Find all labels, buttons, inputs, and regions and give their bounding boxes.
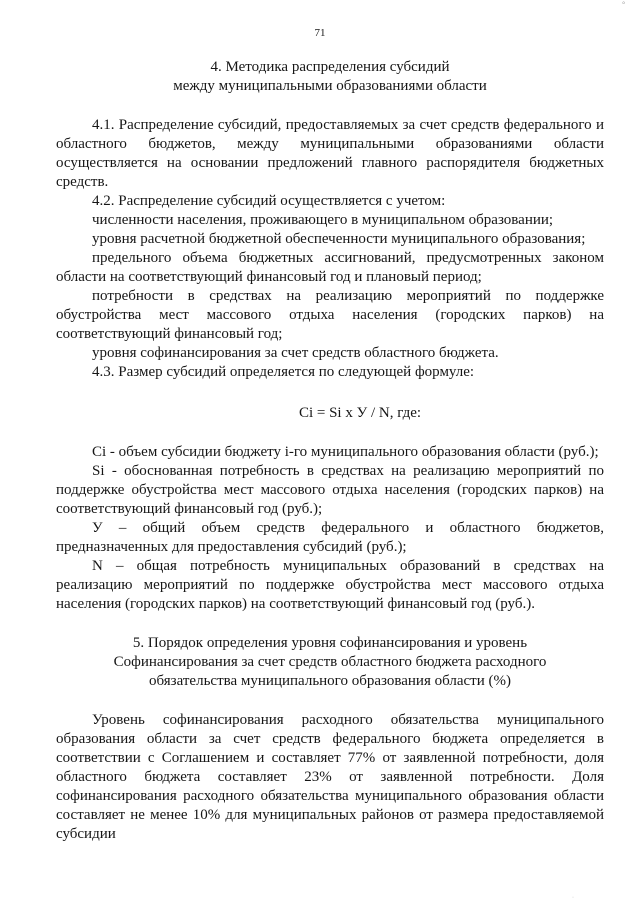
subsidy-formula: Сi = Si x У / N, где: <box>298 405 422 421</box>
paragraph-4-1: 4.1. Распределение субсидий, предоставляемых за счет средств федерального и областного бюджетов, между муниципальными образованиями области осуществляется на основании предложений главного распорядителя бюджетных средств. <box>56 117 604 190</box>
section-5-heading-line-1: 5. Порядок определения уровня софинансирования и уровень <box>132 635 528 651</box>
corner-mark: ° <box>622 0 626 9</box>
page-number: 71 <box>314 27 326 39</box>
section-5-heading-line-2: Софинансирования за счет средств областного бюджета расходного обязательства муниципального образования области (%) <box>113 654 547 689</box>
definition-u: У – общий объем средств федерального и областного бюджетов, предназначенных для предоставления субсидий (руб.); <box>56 520 604 555</box>
definition-n: N – общая потребность муниципальных образований в средствах на реализацию мероприятий по поддержке обустройства мест массового отдыха населения (городских парков) на соответствующий финансовый год (руб.). <box>56 558 604 612</box>
paragraph-4-3: 4.3. Размер субсидий определяется по следующей формуле: <box>92 364 475 380</box>
criterion-population: численности населения, проживающего в муниципальном образовании; <box>92 212 554 228</box>
criterion-budget-provision: уровня расчетной бюджетной обеспеченности муниципального образования; <box>92 231 586 247</box>
section-4-heading <box>56 58 604 96</box>
section-4-heading-line-1: 4. Методика распределения субсидий <box>210 59 450 75</box>
section-5-heading <box>56 634 604 691</box>
document-body <box>56 58 604 844</box>
criterion-cofinancing: уровня софинансирования за счет средств областного бюджета. <box>92 345 499 361</box>
criterion-needs: потребности в средствах на реализацию мероприятий по поддержке обустройства мест массового отдыха населения (городских парков) на соответствующий финансовый год; <box>56 288 604 342</box>
paragraph-4-2: 4.2. Распределение субсидий осуществляется с учетом: <box>92 193 446 209</box>
paragraph-5-1: Уровень софинансирования расходного обязательства муниципального образования области за счет средств федерального бюджета определяется в соответствии с Соглашением и составляет 77% от заявленной потребности, доля областного бюджета составляет 23% от заявленной потребности. Доля софинансирования расходного обязательства муниципального образования области составляет не менее 10% для муниципальных районов от размера предоставляемой субсидии <box>56 712 604 842</box>
section-4-heading-line-2: между муниципальными образованиями области <box>173 78 487 94</box>
definition-ci: Сi - объем субсидии бюджету i-го муниципального образования области (руб.); <box>92 444 599 460</box>
definition-si: Si - обоснованная потребность в средствах на реализацию мероприятий по поддержке обустройства мест массового отдыха населения (городских парков) на соответствующий финансовый год (руб.); <box>56 463 604 517</box>
criterion-budget-limit: предельного объема бюджетных ассигнований, предусмотренных законом области на соответствующий финансовый год и плановый период; <box>56 250 604 285</box>
corner-mark-bottom: · <box>572 895 574 901</box>
